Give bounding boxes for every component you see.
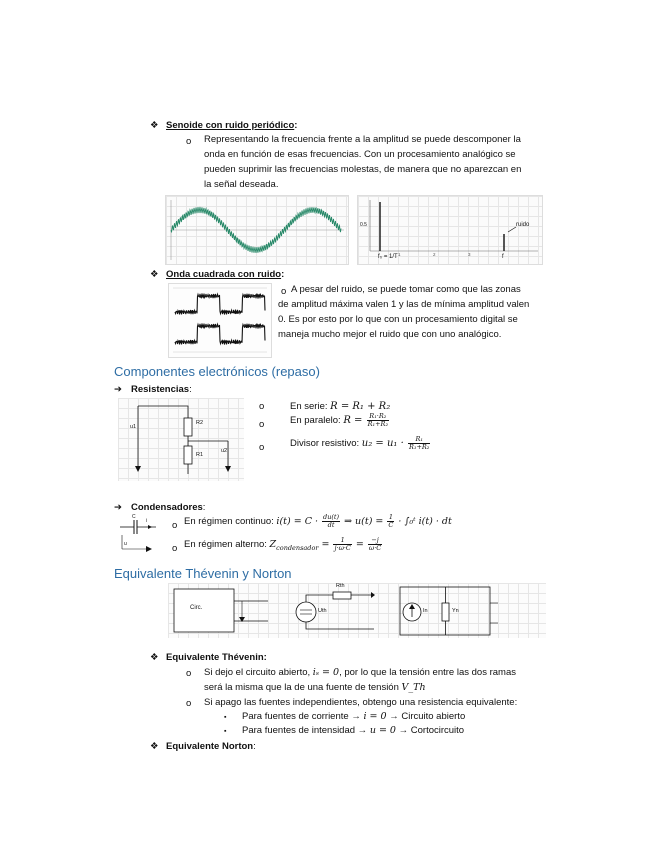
s1-b: → Circuito abierto bbox=[386, 711, 466, 722]
bullet-diamond: ❖ bbox=[150, 741, 159, 752]
parallel-den: R₁+R₂ bbox=[367, 420, 389, 428]
alternating-num2: −j bbox=[368, 537, 382, 545]
thevenin-norton-diagram bbox=[168, 583, 546, 638]
label-r2: R2 bbox=[196, 420, 204, 426]
alternating-num: 1 bbox=[333, 537, 351, 545]
alternating-sub: condensador bbox=[276, 543, 319, 552]
norton-colon: : bbox=[253, 741, 256, 752]
parallel-lhs: R = bbox=[343, 415, 366, 427]
continuous-frac2 bbox=[387, 514, 394, 529]
rth-label: Rth bbox=[336, 583, 345, 589]
continuous-a: i(t) = C · bbox=[276, 516, 322, 528]
bullet-diamond: ❖ bbox=[150, 120, 159, 131]
continuous-num2: 1 bbox=[388, 513, 393, 521]
thevenin-heading: Equivalente Thévenin y Norton bbox=[114, 566, 292, 581]
sinusoid-colon: : bbox=[294, 120, 298, 131]
resistors-title-text: Resistencias bbox=[131, 384, 190, 395]
components-heading: Componentes electrónicos (repaso) bbox=[114, 364, 320, 379]
label-r1: R1 bbox=[196, 452, 204, 458]
thevenin-title bbox=[166, 650, 267, 665]
square-line-2: de amplitud máxima valen 1 y las de mínima amplitud valen bbox=[278, 299, 530, 310]
alternating-formula bbox=[184, 537, 383, 556]
sub-bullet: o bbox=[259, 401, 265, 412]
capacitor-figure bbox=[118, 515, 160, 555]
arrow-bullet: ➔ bbox=[114, 502, 122, 513]
square-colon: : bbox=[281, 269, 285, 280]
sinusoid-line-4: la señal deseada. bbox=[204, 179, 279, 190]
bullet-diamond: ❖ bbox=[150, 269, 159, 280]
sinusoid-title-text: Senoide con ruido periódico bbox=[166, 120, 295, 131]
noisy-square-plot bbox=[169, 284, 271, 357]
s2-b: → Cortocircuito bbox=[395, 725, 465, 736]
sub-bullet: o bbox=[186, 668, 192, 679]
square-bullet: ▪ bbox=[224, 714, 227, 721]
spectrum-figure bbox=[357, 195, 543, 265]
sub-bullet: o bbox=[172, 543, 178, 554]
arrow-bullet: ➔ bbox=[114, 384, 122, 395]
resistor-r2 bbox=[184, 418, 192, 436]
alternating-z: Z bbox=[269, 539, 277, 551]
divider-label: Divisor resistivo: bbox=[290, 438, 362, 450]
noisy-sine-figure bbox=[165, 195, 349, 265]
square-paragraph-cont bbox=[278, 297, 550, 342]
parallel-label: En paralelo: bbox=[290, 415, 344, 427]
square-line-3: 0. Es por esto por lo que con un procesamiento digital se bbox=[278, 314, 518, 325]
capacitors-title-text: Condensadores bbox=[131, 502, 203, 513]
sinusoid-line-3: pueden suprimir las frecuencias molestas, de manera que no aparezcan en bbox=[204, 164, 522, 175]
sinusoid-paragraph bbox=[204, 132, 548, 192]
capacitor-diagram bbox=[118, 515, 160, 555]
resistors-title bbox=[131, 382, 192, 397]
noisy-square-figure bbox=[168, 283, 272, 358]
norton-title bbox=[166, 739, 256, 754]
capacitors-title bbox=[131, 500, 205, 515]
series-label: En serie: bbox=[290, 401, 331, 412]
continuous-frac1 bbox=[322, 514, 340, 529]
spectrum-y-tick: 0.5 bbox=[360, 222, 367, 228]
continuous-den: dt bbox=[327, 521, 335, 529]
circuit-block-label: Circ. bbox=[190, 605, 203, 611]
thevenin-point-1 bbox=[204, 665, 548, 695]
sinusoid-title bbox=[166, 118, 297, 133]
noisy-sine-plot bbox=[166, 196, 348, 264]
p1-math: iₛ = 0 bbox=[312, 667, 340, 678]
sub-bullet: o bbox=[172, 520, 178, 531]
bullet-diamond: ❖ bbox=[150, 652, 159, 663]
sub-bullet: o bbox=[186, 136, 192, 147]
yn-label: Yn bbox=[452, 608, 459, 614]
s2-a: Para fuentes de intensidad → bbox=[242, 725, 370, 736]
thevenin-title-text: Equivalente Thévenin bbox=[166, 652, 264, 663]
uth-label: Uth bbox=[318, 608, 327, 614]
p1-c: será la misma que la de una fuente de tensión bbox=[204, 682, 402, 693]
resistor-r1 bbox=[184, 446, 192, 464]
spectrum-x-tick: 1 bbox=[398, 252, 401, 257]
sinusoid-line-2: onda en función de esas frecuencias. Con un procesamiento analógico se bbox=[204, 149, 516, 160]
in-label: In bbox=[423, 608, 428, 614]
p1-math2: V_Th bbox=[401, 682, 426, 693]
thevenin-sub-2 bbox=[242, 723, 464, 738]
square-paragraph bbox=[291, 282, 549, 297]
continuous-b: ⇒ u(t) = bbox=[341, 516, 387, 528]
thevenin-sub-1 bbox=[242, 709, 465, 724]
label-u2: u2 bbox=[221, 448, 228, 454]
divider-lhs: u₂ = u₁ · bbox=[361, 438, 407, 450]
voltage-divider-diagram bbox=[118, 398, 244, 481]
thevenin-point-1-line-2 bbox=[204, 680, 548, 695]
alternating-label: En régimen alterno: bbox=[184, 539, 270, 551]
alternating-den2: ω·C bbox=[368, 544, 382, 552]
square-title bbox=[166, 267, 284, 282]
voltage-source bbox=[296, 602, 316, 622]
s2-math: u = 0 bbox=[369, 725, 396, 736]
square-bullet: ▪ bbox=[224, 728, 227, 735]
parallel-fraction bbox=[367, 413, 389, 428]
square-line-1: A pesar del ruido, se puede tomar como que las zonas bbox=[291, 284, 521, 295]
circuit-block bbox=[174, 589, 234, 632]
sub-bullet: o bbox=[259, 442, 265, 453]
sinusoid-line-1: Representando la frecuencia frente a la amplitud se puede descomponer la bbox=[204, 134, 521, 145]
parallel-formula bbox=[290, 413, 390, 428]
voltage-divider-figure bbox=[118, 398, 244, 481]
sub-bullet: o bbox=[259, 419, 265, 430]
series-math: R = R₁ + R₂ bbox=[330, 401, 391, 412]
sub-bullet: o bbox=[281, 286, 287, 297]
continuous-c: · ∫₀ᵗ i(t) · dt bbox=[395, 516, 452, 528]
capacitors-colon: : bbox=[202, 502, 206, 513]
continuous-num: du(t) bbox=[323, 513, 340, 521]
p1-b: , por lo que la tensión entre las dos ramas bbox=[339, 667, 516, 678]
resistor-rth bbox=[333, 592, 351, 599]
cap-label-i: i bbox=[146, 518, 148, 524]
sub-bullet: o bbox=[186, 698, 192, 709]
divider-fraction bbox=[408, 436, 430, 451]
square-line-4: maneja mucho mejor el ruido que con uno analógico. bbox=[278, 329, 502, 340]
label-u1: u1 bbox=[130, 424, 137, 430]
spectrum-noise-label: ruido bbox=[516, 222, 530, 228]
continuous-den2: C bbox=[388, 521, 394, 529]
divider-formula bbox=[290, 436, 431, 451]
p1-a: Si dejo el circuito abierto, bbox=[204, 667, 313, 678]
s1-a: Para fuentes de corriente → bbox=[242, 711, 364, 722]
spectrum-x-tick: 3 bbox=[468, 252, 471, 257]
s1-math: i = 0 bbox=[363, 711, 387, 722]
thevenin-point-1-line-1 bbox=[204, 665, 548, 680]
divider-den: R₁+R₂ bbox=[408, 443, 430, 451]
continuous-formula bbox=[184, 514, 452, 529]
thevenin-point-2: Si apago las fuentes independientes, obtengo una resistencia equivalente: bbox=[204, 697, 518, 708]
cap-label-u: u bbox=[124, 541, 127, 547]
resistors-colon: : bbox=[189, 384, 192, 395]
thevenin-norton-figure bbox=[168, 583, 546, 638]
alternating-den: j·ω·C bbox=[334, 544, 351, 552]
alternating-frac1 bbox=[333, 537, 351, 552]
alternating-frac2 bbox=[368, 537, 382, 552]
square-title-text: Onda cuadrada con ruido bbox=[166, 269, 282, 280]
spectrum-f-label: f bbox=[502, 254, 504, 260]
cap-label-c: C bbox=[132, 514, 136, 520]
alternating-eq: = bbox=[318, 539, 333, 551]
continuous-label: En régimen continuo: bbox=[184, 516, 277, 528]
thevenin-colon: : bbox=[263, 652, 267, 663]
spectrum-x-tick: 2 bbox=[433, 252, 436, 257]
admittance-yn bbox=[442, 603, 449, 621]
parallel-num: R₁·R₂ bbox=[367, 413, 389, 421]
spectrum-f0-label: f₀ = 1/T bbox=[378, 254, 398, 260]
norton-title-text: Equivalente Norton bbox=[166, 741, 254, 752]
divider-num: R₁ bbox=[408, 436, 430, 444]
alternating-eq2: = bbox=[352, 539, 367, 551]
